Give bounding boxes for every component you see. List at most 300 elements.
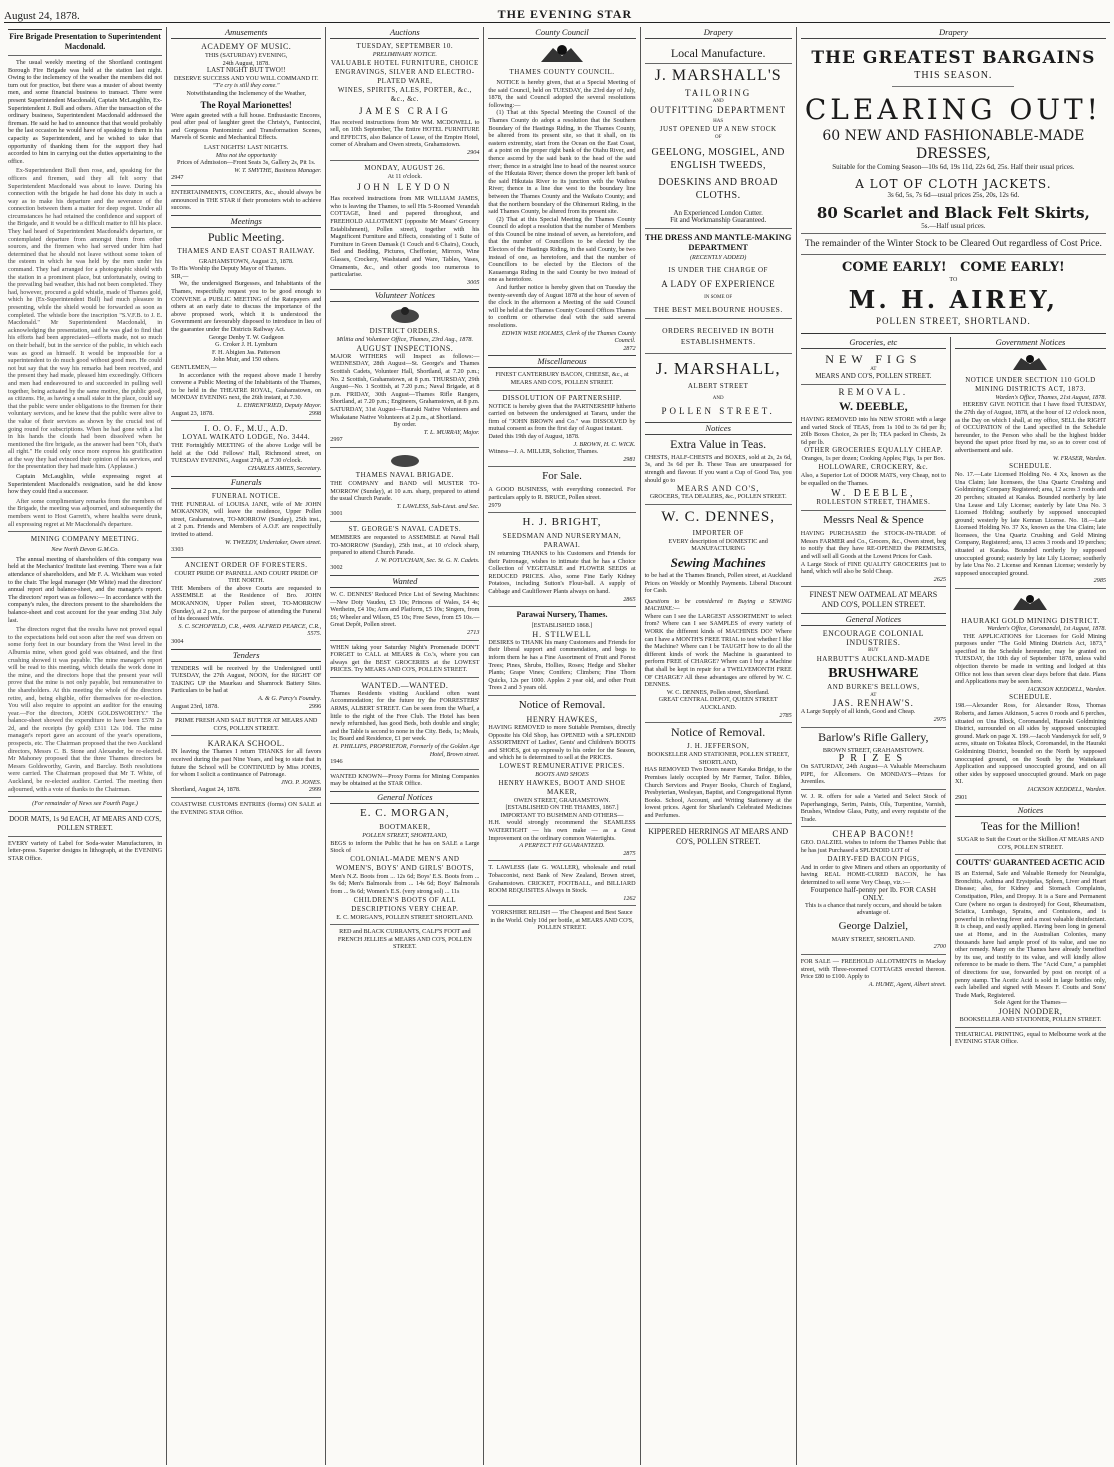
column-news (4, 27, 167, 1465)
deeble-other: OTHER GROCERIES EQUALLY CHEAP. (804, 446, 943, 455)
coutts-heading: COUTTS' GUARANTEED ACETIC ACID (956, 858, 1105, 868)
date-line: Shortland, August 24, 1878. (171, 786, 241, 794)
schedule-heading: SCHEDULE. (1009, 693, 1052, 702)
lodge-heading: LOYAL WAIKATO LODGE, No. 3444. (182, 433, 311, 442)
barlow-address: BROWN STREET, GRAHAMSTOWN. (822, 746, 924, 754)
winter-stock: The remainder of the Winter Stock to be Cleared Out regardless of Cost Price. (804, 239, 1102, 250)
dennes-name: W. C. DENNES, (661, 508, 775, 525)
at-word: AT (870, 366, 877, 372)
section-110-heading: NOTICE UNDER SECTION 110 GOLD MINING DISTRICTS ACT, 1873. (965, 375, 1096, 393)
wanted-known: WANTED KNOWN—Proxy Forms for Mining Companies may be obtained at the STAR Office. (330, 772, 480, 788)
bright-trade: SEEDSMAN AND NURSERYMAN, PARAWAI. (502, 532, 622, 550)
salutation: GENTLEMEN,— (171, 364, 217, 371)
section-header: General Notices (330, 791, 479, 804)
dateline: GRAHAMSTOWN, August 23, 1878. (198, 257, 294, 265)
signature: H. PHILLIPS, PROPRIETOR, Formerly of the Golden Age Hotel, Brown street. (332, 743, 480, 758)
ad-theatrical-printing: THEATRICAL PRINTING, equal to Melbourne work at the EVENING STAR Office. (954, 1030, 1106, 1046)
morgan-name: E. C. MORGAN, (359, 807, 450, 819)
ad-number: 2975 (933, 716, 946, 724)
wanted-text: WHEN taking your Saturday Night's Promenade DON'T FORGET to CALL at MEARS & Co.'s, where you can always get the BEST GROCERIES at the LOWEST PRICES. Try MEARS AND CO'S, POLLEN STREET. (330, 643, 480, 674)
hauraki-text: THE APPLICATIONS for Licenses for Gold Mining purposes under "The Gold Mining Districts Act, 1873," specified in the Schedule hereunder, may be granted on TUESDAY, the 10th day of September 1878, unless valid objection thereto be made in writing and lodged at this Office not less than seven clear days before that date. Plans and Applications may be seen here. (954, 632, 1106, 686)
ad-number: 2872 (623, 344, 636, 352)
academy-line: DESERVE SUCCESS AND YOU WILL COMMAND IT. (173, 74, 319, 82)
charge-line: IS UNDER THE CHARGE OF (668, 265, 768, 274)
ad-number: 2625 (933, 575, 946, 583)
morgan-text: BEGS to inform the Public that he has on SALE a Large Stock of (330, 839, 480, 855)
ad-customs: COASTWISE CUSTOMS ENTRIES (forms) ON SALE at the EVENING STAR Office. (171, 800, 322, 816)
crest-icon (385, 451, 425, 469)
renhaw-text: A Large Supply of all kinds, Good and Cheap. (800, 708, 916, 716)
for-sale-text: FOR SALE — FREEHOLD ALLOTMENTS in Mackay street, with Three-roomed COTTAGES erected thereon. Price £80 to £100. Apply to (800, 957, 946, 981)
melbourne-line: THE BEST MELBOURNE HOUSES. (653, 305, 783, 315)
ad-number: 3005 (467, 278, 480, 286)
deeble-name: W. DEEBLE, (831, 488, 916, 500)
signature: A. HUME, Agent, Albert street. (868, 980, 946, 988)
date-line: August 23, 1878. (171, 409, 214, 417)
deeble-oranges: Oranges, 1s per dozen; Cooking Apples; Figs, 1s per Box. (801, 455, 946, 463)
masthead-title: THE EVENING STAR (497, 7, 633, 21)
article-paragraph: Ex-Superintendent Bull then rose, and, speaking for the officers and firemen, said they all felt sorry that Superintendent Macdonald was about to leave. During his connection with the brigade he had done his duty in such a way as to make his departure and the severance of the connection between them a matter for deep regret. Under all circumstances he had retained the confidence and support of the Brigade, and it would be a difficult matter to fill his place. They had heard of Superintendent Macdonald's departure, or contemplated departure from amongst them from other sources, and the firemen who had served under him had determined that he should not leave without some token of the esteem in which he was held by the men under his command. They had arranged for a photographic shield with the station in a prominent place, but unfortunately, owing to the prevailing bad weather, this had not been completed. They had, however, procured a gold whistle, made of Thames gold, which he (Ex-Superintendent Bull) had much pleasure in presenting, while the shield would be forwarded as soon as completed. The whistle bore the inscription "S.V.F.B. to J. E. Macdonald." Mr Superintendent Macdonald, in acknowledging the presentation, said he was glad to find that his efforts had been appreciated—efforts made, not so much on their behalf, but in the service of the public, in which each was as good as himself. It would be impossible for a superintendent to do much good without good men. He could not but say that the way his remarks had been received, and the present they had made, pleased him exceedingly. Officers and men had endeavoured to and succeeded in pulling well together, being actuated by the same motive, the public good, as citizens. He, as having a small stake in the place, could say that the public were under obligations to the firemen for their voluntary services, and he knew that the public were alive to the value of their services as shown by the crucial test of going round for subscriptions. When he had gone with a list in his hands the clouds had been dissolved when he mentioned the fire brigade, as the answer had been "Oh, that's all right." He could only once more express his gratification at the way they had evinced their opinion of his services, and for the presentation they had made him. (Applause.) (8, 167, 163, 471)
brushware: BRUSHWARE (828, 665, 919, 681)
article-paragraph: The directors regret that the results have not proved equal to the expectations held out soon after the reef was driven on some forty feet in our boundary from the West level in the Alburnia mine, when good gold was obtained, and the first crushing showed it was payable. The mine manager's report will be read to this meeting, which details the work done in the mine, and the directors hope that the present year will prove that the mine is not only payable, but remunerative to the shareholders. At this meeting the whole of the directors retire, and, being eligible, offer themselves for re-election. You will also require to appoint an auditor for the ensuing year.—For the directors, JOHN GOLDSWORTHY." The balance-sheet showed the expenditure to have been £578 2s 2d, and the receipts (by gold) £311 12s 10d. The mine manager's report gave an account of the year's operations, prospects, etc. The Chairman proposed that the two Auckland directors, Messrs C. B. Stone and Alexander, be re-elected. Mr Mahoney proposed that the three Thames directors be Messrs Goldsworthy, Gavin, and Barclay. Both resolutions were carried. The Chairman proposed that Mr T. White, of Auckland, be re-elected auditor. Carried. The meeting then adjourned, with a vote of thanks to the Chairman. (8, 626, 163, 793)
cadets-text: MEMBERS are requested to ASSEMBLE at Naval Hall TO-MORROW (Sunday), 25th inst., at 10 o'clock sharp, prepared to attend Church Parade. (330, 533, 480, 557)
deeble-name: W. DEEBLE, (839, 398, 908, 413)
section-header: Amusements (171, 27, 321, 39)
marshall-opened: JUST OPENED UP A NEW STOCK (659, 125, 777, 134)
columns (4, 27, 1110, 1465)
marionettes-text: Were again greeted with a full house. Enthusiastic Encores, peal after peal of laughter greet the Christy's, Fantoccini, and Gorgeous Pantomimic and Transformation Scenes, Marvels of Scenic and Mechanical Effects. (171, 111, 322, 142)
signature: W. C. DENNES, Pollen street, Shortland. (666, 688, 770, 696)
last-nights: LAST NIGHTS! LAST NIGHTS. (204, 143, 289, 151)
auction-time: At 11 o'clock. (387, 172, 423, 180)
date-line: August 23rd, 1878. (171, 702, 219, 710)
greatest-bargains: THE GREATEST BARGAINS (811, 48, 1096, 68)
dennes-every: EVERY description of DOMESTIC and MANUFACTURING (668, 537, 768, 553)
continued-note: (For remainder of News see Fourth Page.) (32, 800, 138, 808)
public-meeting-title: Public Meeting. (207, 229, 285, 244)
and-word: AND (712, 396, 724, 402)
and-word: AND (712, 99, 724, 104)
signature: JACKSON KEDDELL, Warden. (1027, 785, 1106, 793)
academy-quote: "T'e cry is still they come." (212, 82, 280, 90)
this-season: THIS SEASON. (914, 70, 993, 81)
signature: T. L. MURRAY, Major. (423, 428, 480, 436)
hawkes-name: HENRY HAWKES, (526, 715, 598, 724)
jefferson-trade: BOOKSELLER AND STATIONER, POLLEN STREET, SHORTLAND, (647, 751, 789, 766)
dress-department: THE DRESS AND MANTLE-MAKING DEPARTMENT (644, 231, 792, 252)
harbutt-line: HARBUTT'S AUCKLAND-MADE (816, 654, 930, 663)
marshall-tailoring: TAILORING (685, 88, 752, 98)
jackets-prices: 3s 6d, 5s, 7s 6d—usual prices 25s, 20s, 12s 6d. (887, 191, 1020, 199)
section-header: Funerals (171, 476, 321, 489)
orders-line: ORDERS RECEIVED IN BOTH ESTABLISHMENTS. (662, 326, 775, 347)
ad-number: 3001 (330, 510, 343, 518)
column-amusements (167, 27, 326, 1465)
auctioneer-name: JAMES CRAIG (358, 105, 451, 116)
neal-spence: Messrs Neal & Spence (823, 514, 924, 527)
marshall-fit: Fit and Workmanship Guaranteed. (670, 216, 767, 225)
section-header: Government Notices (955, 337, 1106, 349)
article-paragraph: The usual weekly meeting of the Shortland contingent Borough Fire Brigade was held at the station last night. Owing to the inclemency of the weather the members did not turn out for practice, but there was a muster of about twenty men, and some financial business to transact. There were present Superintendent Macdonald, Captain McLaughlin, Ex-Superintendent J. Bull and others. After the transaction of the ordinary business, Superintendent Macdonald addressed the fireman. He said he had to announce that that would probably be the last occasion he would have of speaking to them in his capacity as Superintendent, and he wished to take that opportunity of thanking them for the support they had accorded to him in carrying out the duties appertaining to the office. (8, 59, 163, 165)
nursery-established: [ESTABLISHED 1868.] (531, 622, 593, 630)
new-figs: NEW FIGS (825, 351, 922, 366)
ad-number: 2904 (467, 148, 480, 156)
ioof-heading: I. O. O. F., M.U., A.D. (204, 424, 288, 434)
signature: JACKSON KEDDELL, Warden. (1027, 685, 1106, 693)
questions-heading: Questions to be considered in Buying a SEWING MACHINE:— (644, 597, 792, 613)
schedule-heading: SCHEDULE. (1009, 462, 1052, 471)
deeble-text: HAVING REMOVED into his NEW STORE with a large and varied Stock of TEAS, from 1s 10d to 3s 6d per lb; 20lb Boxes Choice, 2s per lb; TEA packed in Chests, 2s 6d per lb. (800, 415, 946, 446)
ad-bacon: FINEST CANTERBURY BACON, CHEESE, &c., at MEARS AND CO'S, POLLEN STREET. (495, 371, 629, 386)
cadets-heading: ST. GEORGE'S NAVAL CADETS. (348, 524, 462, 533)
signature: E. C. MORGAN'S, POLLEN STREET SHORTLAND. (336, 913, 474, 921)
signature: W. FRASER, Warden. (1052, 454, 1106, 462)
fourpence: Fourpence half-penny per lb. FOR CASH ONLY. (810, 885, 937, 902)
ad-number: 2985 (1093, 577, 1106, 585)
signature: CHARLES AMIES, Secretary. (247, 464, 322, 472)
article-paragraph: Captain McLaughlin, while expressing regret at Superintendent Macdonald's resignation, said he did know how they could find a successor. (8, 473, 163, 496)
royal-arms-icon (1005, 352, 1055, 374)
marshall-name: J. MARSHALL, (655, 359, 781, 379)
dateline: Warden's Office, Thames, 21st August, 1878. (995, 393, 1106, 401)
ad-number: 2998 (308, 409, 322, 417)
renhaw-name: JAS. RENHAW'S. (832, 698, 914, 709)
morgan-colonial: COLONIAL-MADE MEN'S AND WOMEN'S, BOYS' AND GIRLS' BOOTS, (335, 854, 474, 872)
ad-number: 2700 (933, 943, 946, 951)
coutts-agent: Sole Agent for the Thames— (994, 999, 1067, 1007)
marshall-outfitting: OUTFITTING DEPARTMENT (650, 104, 787, 115)
ad-number: 2713 (467, 628, 480, 636)
bushmen-heading: IMPORTANT TO BUSHMEN AND OTHERS— (500, 811, 624, 819)
auction-prelim: PRELIMINARY NOTICE. (372, 51, 437, 58)
jefferson-name: J. H. JEFFERSON, (687, 742, 750, 751)
deeble-holloware: HOLLOWARE, CROCKERY, &c. (818, 462, 929, 471)
dairy-fed: DAIRY-FED BACON PIGS, (827, 854, 920, 863)
dresses-prices: Suitable for the Coming Season—10s 6d, 19s 11d, 22s 6d, 25s. Half their usual prices. (832, 163, 1075, 171)
signature: W. T. SMYTHE, Business Manager. (234, 166, 322, 174)
academy-title: ACADEMY OF MUSIC. (201, 42, 292, 51)
bellows-line: AND BURKE'S BELLOWS, (827, 682, 920, 691)
of-word: OF (714, 135, 722, 141)
lady-line: A LADY OF EXPERIENCE (661, 278, 776, 289)
ad-yorkshire-relish: YORKSHIRE RELISH — The Cheapest and Best Sauce in the World. Only 10d per bottle, at MEARS AND CO'S, POLLEN STREET. (490, 909, 634, 932)
bright-text: IN returning THANKS to his Customers and Friends for their Patronage, wishes to intimate that he has a Choice Collection of VEGETABLE and FLOWER SEEDS at REDUCED PRICES. Also, some Fine Early Kidney Potatoes, including Sutton's Flour-ball. A supply of Cabbage and Cauliflower Plants always on hand. (488, 550, 636, 596)
ad-number: 2979 (488, 501, 501, 509)
dalziel-text: And in order to give Miners and others an opportunity of having REAL HOME-CURED BACON, he has determined to sell some Very Cheap, viz.:— (800, 863, 946, 886)
court-heading: COURT PRIDE OF PARNELL AND COURT PRIDE OF THE NORTH. (174, 569, 318, 585)
nodder-name: JOHN NODDER, (998, 1006, 1063, 1016)
stilwell-text: DESIRES to THANK his many Customers and Friends for their liberal support and commendation, and begs to inform them he has a Fine Assortment of Fruit and Forest Trees; Pines, Shrubs, Hollies, Roses; Hedge and Shelter Plants; Grape Vines; Conifers; Climbers; Fine Thorn Quicks, 12s per 1000. Apples 2 year old, and other Fruit Trees 2 and 3 years old. (488, 638, 636, 692)
teas-million: Teas for the Million! (980, 819, 1081, 834)
auction-items: VALUABLE HOTEL FURNITURE, CHOICE ENGRAVINGS, SILVER AND ELECTRO-PLATED WARE, (330, 58, 479, 85)
felt-skirts: 80 Scarlet and Black Felt Skirts, (816, 203, 1090, 222)
ad-number: 1946 (330, 758, 343, 766)
morgan-address: POLLEN STREET, SHORTLAND, (362, 832, 448, 839)
section-header: Notices (955, 804, 1106, 817)
marshall-cutter: An Experienced London Cutter. (673, 208, 763, 217)
clearing-out: CLEARING OUT! (804, 93, 1102, 126)
signature: JNO. P. JONES. (280, 778, 322, 786)
ad-number: 2947 (171, 174, 184, 182)
local-manufacture: Local Manufacture. (670, 46, 766, 60)
dennes-text: to be had at the Thames Branch, Pollen street, at Auckland Prices on Weekly or Monthly Payments. Liberal Discount for Cash. (644, 571, 792, 595)
dalziel-address: MARY STREET, SHORTLAND. (831, 935, 916, 943)
encourage-heading: ENCOURAGE COLONIAL INDUSTRIES. (822, 629, 924, 648)
cheap-bacon: CHEAP BACON!! (832, 829, 915, 840)
ad-kippered: KIPPERED HERRINGS AT MEARS AND CO'S, POLLEN STREET. (648, 826, 789, 846)
signatories: George Denby T. W. Gudgeon (208, 333, 284, 341)
signature: T. LAWLESS, Sub-Lieut. and Sec. (396, 502, 480, 510)
mears-name: MEARS AND CO'S, (676, 484, 760, 494)
nursery-heading: Parawai Nursery, Thames. (516, 610, 608, 620)
council-resolution: (1) That at this Special Meeting the Council of the Thames County do adopt a resolution that the Southern Boundary of the Hastings Riding, in the Thames County, be altered from its present site, so that it shall, on its eastern extremity, start from the Ocean on the East Coast, at a point on the proper right bank of the Otahu River, and thence ascend by the said bank to the head of the said river; thence in a straight line to head of the nearest source of the Hikutaia River; thence down the proper left bank of the said Hikutaia River to its junction with the Waihou River; thence in a line due west to the boundary line between the Thames County and the Waikato County; and that the northern boundary of the Ohinemuri Riding, in the said Thames County, be altered from its present site. (488, 109, 636, 216)
masthead-date: August 24, 1878. (4, 10, 80, 22)
section-header: Auctions (330, 27, 479, 39)
morgan-trade: BOOTMAKER, (379, 823, 431, 831)
section-header: Wanted (330, 575, 479, 588)
ad-number: 2875 (623, 849, 636, 857)
district-orders: DISTRICT ORDERS. (369, 327, 441, 336)
inspections-heading: AUGUST INSPECTIONS. (356, 343, 454, 353)
has-word: HAS (713, 118, 724, 124)
chance-line: This is a chance that rarely occurs, and should be taken advantage of. (805, 901, 942, 917)
hawkes-name: HENRY HAWKES, BOOT AND SHOE MAKER, (498, 778, 626, 796)
schedule-text: No. 17.—Late Licensed Holding No. 4 Xx, known as the Una Claim; late licensees, the Una Quartz Crushing and Goldmining Company Registered; area, 12 acres 3 roods and 20 perches; situated at Karaka. Bounded northerly by late Una Lease and Lily License; easterly by late Una No. 3 Licensed Holding; southerly by supposed unoccupied ground; westerly by late Kennan License. No. 18.—Late Licensed Holding No. 37 Xx, known as the Una Claim; late licensees, the Una Quartz Crushing and Gold Mining Company, Registered; area, 13 acres 3 roods and 19 perches; situated at Karaka. Bounded northerly by supposed unoccupied ground; easterly by late Lily License; southerly by late Una No. 2 License and Kennan License; westerly by supposed unoccupied ground. (954, 471, 1107, 577)
for-sale-heading: For Sale. (542, 470, 582, 483)
inspections-text: MAJOR WITHERS will Inspect as follows:— WEDNESDAY, 28th August—St. George's and Thames Scottish Cadets, Volunteer Hall, Shortland, at 7.20 p.m.; No. 2 Scottish, Grahamstown, at 8 p.m. THURSDAY, 29th August—No. 1 Scottish, at 7.20 p.m.; Naval Brigade, at 8 p.m. FRIDAY, 30th August—Thames Rifle Rangers, Shortland, at 7.20 p.m.; Engineers, Grahamstown, at 8 p.m. SATURDAY, 31st August—Hauraki Native Volunteers and Whakatane Native Volunteers at 2 p.m., at Shortland. (330, 352, 480, 421)
warden-text: HEREBY GIVE NOTICE that I have fixed TUESDAY, the 27th day of August, 1878, at the hour of 12 o'clock noon, as the Day on which I shall, at my office, SELL the RIGHT of OCCUPATION of the Land specified in the Schedule hereunder, to the Person who shall be the highest bidder beyond the upset price fixed by me, so as to cover cost of advertisement and sale. (954, 401, 1106, 454)
dalziel-text: GEO. DALZIEL wishes to inform the Thames Public that he has just Purchased a SPLENDID LOT of (800, 839, 946, 854)
mears-figs: MEARS AND CO'S, POLLEN STREET. (815, 372, 932, 381)
council-notice: NOTICE is hereby given, that at a Special Meeting of the said Council, held on TUESDAY, the 23rd day of July, 1878, the said Council adopted the several resolutions following:— (488, 79, 636, 109)
admission-prices: Prices of Admission—Front Seats 3s, Gallery 2s, Pit 1s. (177, 159, 316, 167)
central-depot: GREAT CENTRAL DEPOT, QUEEN STREET AUCKLAND. (658, 696, 778, 711)
article-paragraph: After some complimentary remarks from the members of the Brigade, the meeting was adjourned, and subsequently the members went to Host Garrett's, where healths were drunk, all expressing regret at Mr Macdonald's departure. (8, 497, 163, 528)
section-header: Notices (645, 422, 792, 435)
barlow-gallery: Barlow's Rifle Gallery, (818, 729, 929, 744)
signature: A. & G. Parcy's Foundry. (258, 695, 322, 702)
coat-of-arms-icon (535, 42, 589, 66)
dissolution-text: NOTICE is hereby given that the PARTNERSHIP hitherto carried on between the undersigned at Tararu, under the firm of "JOHN BROWN and Co." was DISSOLVED by mutual consent as from the first day of August instant. (488, 402, 636, 433)
academy-line: 24th August, 1878. (222, 59, 270, 67)
fit-guaranteed: A PERFECT FIT GUARANTEED. (519, 842, 605, 850)
cloth-jackets: A LOT OF CLOTH JACKETS. (855, 177, 1052, 191)
insome-line: IN SOME OF (704, 294, 733, 300)
marshall-albert: ALBERT STREET (687, 382, 749, 391)
ad-number: 2865 (623, 595, 636, 603)
prizes: PRIZES (838, 753, 909, 765)
nodder-address: BOOKSELLER AND STATIONER, POLLEN STREET. (959, 1015, 1102, 1023)
column-drapery-marshall (641, 27, 797, 1465)
academy-line: LAST NIGHT BUT TWO!! (206, 66, 286, 75)
hauraki-heading: HAURAKI GOLD MINING DISTRICT. (961, 616, 1100, 626)
signature: J. BROWN, H. C. WICK. (573, 440, 636, 448)
mears-trade: GROCERS, TEA DEALERS, &c., POLLEN STREET. (649, 493, 787, 501)
dateline: Warden's Office, Coromandel, 1st August, 1878. (987, 625, 1106, 633)
ad-number: 2997 (330, 436, 343, 444)
hawkes-boots: BOOTS AND SHOES (535, 770, 589, 778)
hawkes-text: HAVING REMOVED to more Suitable Premises, directly Opposite his Old Shop, has OPENED with a SPLENDID ASSORTMENT of Ladies', Gents' and Children's BOOTS and SHOES, got up expressly to his order for the Season, and which he is determined to sell at the PRICES. (488, 724, 636, 762)
auction-date: MONDAY, AUGUST 26. (364, 163, 446, 172)
ad-currants: RED and BLACK CURRANTS, CALF'S FOOT and FRENCH JELLIES at MEARS AND CO'S, POLLEN STREET. (337, 928, 472, 951)
ad-number: 2981 (623, 455, 636, 463)
column-auctions (326, 27, 484, 1465)
ad-number: 1262 (623, 894, 636, 902)
wanted-heading: WANTED.—WANTED. (361, 680, 449, 690)
ad-number: 3002 (330, 564, 343, 572)
section-header: Meetings (171, 215, 321, 228)
signatories: F. H. Abigien Jas. Patterson (211, 348, 281, 356)
stilwell-name: H. STILWELL (532, 629, 592, 639)
column-drapery-airey (797, 27, 1110, 1465)
marshall-pollen: POLLEN STREET. (661, 405, 775, 416)
mining-subheading: New North Devon G.M.Co. (51, 546, 119, 554)
jefferson-text: HAS REMOVED Two Doors nearer Karaka Bridge, to the Premises lately occupied by Mr Farmer, Tailor. Bibles, Church Services and Prayer Books, Church of England, Presbyterian, Wesleyan, Baptist, and Congregational Hymn Books. School, Account, and Writing Stationery at the lowest prices. Agent for Sharland's Celebrated Medicines and Perfumes. (644, 766, 792, 819)
dateline: Militia and Volunteer Office, Thames, 23rd Aug., 1878. (336, 336, 474, 344)
council-further: And further notice is hereby given that on Tuesday the twenty-seventh day of August 1878 at the hour of seven of the clock in the afternoon a Meeting of the said Council will be held at the Thames County Council Offices Thames to confirm or otherwise deal with the said several resolutions. (488, 284, 636, 329)
sewing-machines: Sewing Machines (670, 554, 766, 570)
section-header: General Notices (801, 613, 946, 626)
questions-text: Where can I see the LARGEST ASSORTMENT to select from? Where can I see SAMPLES of every variety of WORK the different kinds of MACHINES DO? Where can I have a MONTH'S FREE TRIAL to test whether I like the Machine? Where can I be TAUGHT how to do all the different kinds of work the Machine is guaranteed to perform FREE of CHARGE? Where can I buy a Machine that shall be kept in repair for a TWELVEMONTH FREE OF CHARGE? All these advantages are offered by W. C. DENNES. (644, 612, 792, 689)
coutts-text: IS an External, Safe and Valuable Remedy for Neuralgia, Bronchitis, Asthma and Erysipelas, Spleen, Liver and Heart Disease; also, for Kidney and Stomach Complaints, Constipation, Piles, and Dropsy. It is a Sure and Permanent Cure (where no organ is destroyed) for Gout, Rheumatism, Sciatica, Lumbago, Sprains, and Contusions, and is powerful in relieving fever and a most valuable disinfectant. It is cheap, and easily applied. Having been long in general use at Home, and in the Australian Colonies, many thousands have had ample proof of its value, and use no other remedy. Many on the Thames have already benefited by its use, and testify to its value, and will kindly allow reference to be made to them. The "Acid Cure," a pamphlet of directions for use, forwarded by post on receipt of a penny stamp. The Acetic Acid is sold in large bottles only, each labelled and signed with Messrs F. Coutts and Sons' Trade Mark, Registered. (954, 870, 1106, 999)
section-header: Groceries, etc (801, 337, 946, 349)
airey-address: POLLEN STREET, SHORTLAND. (875, 315, 1031, 326)
masthead (4, 2, 1110, 23)
ad-tobacconist: T. LAWLESS (late G. WALLER), wholesale and retail Tobacconist, next Bank of New Zealand, Brown street, Grahamstown. CRICKET, FOOTBALL, and BILLIARD ROOM REQUISITES Always in Stock. (488, 864, 636, 895)
deeble-address: ROLLESTON STREET, THAMES. (816, 498, 931, 507)
section-header: Volunteer Notices (330, 289, 479, 302)
ad-labels: EVERY variety of Label for Soda-water Manufacturers, in letter-press. Superior designs in lithograph, at the EVENING STAR Office. (8, 839, 163, 862)
neal-text: HAVING PURCHASED the STOCK-IN-TRADE of Messrs FARMER and Co., Grocers, &c., Owen street, beg to notify that they have RE-OPENED the PREMISES, and will sell all Goods at the Lowest Prices for Cash. (800, 530, 946, 560)
subcolumn-government (951, 337, 1106, 1046)
signature: J. W. POTUCHAIN, Sec. St. G. N. Cadets. (374, 556, 480, 564)
article-paragraph: The annual meeting of shareholders of this company was held at the Mechanics' Institute last evening. There was a fair attendance of shareholders, and Mr F. A. Wickham was voted to the chair. The legal manager (Mr White) read the directors' annual report and balance-sheet, and the manager's report. The directors' report was as follows:— In accordance with the company's rules, the directors present to the shareholders the balance-sheet and cost account for the year ending 31st July last. (8, 555, 163, 624)
royal-arms-icon (1005, 592, 1055, 614)
foresters-heading: ANCIENT ORDER OF FORESTERS. (184, 560, 308, 569)
signatories: John Muir, and 150 others. (212, 356, 280, 364)
section-header: County Council (488, 27, 635, 39)
to-word: TO (949, 277, 958, 284)
dissolution-heading: DISSOLUTION OF PARTNERSHIP. (502, 393, 622, 402)
ad-number: 2901 (954, 793, 968, 801)
salutation: SIR,— (171, 272, 189, 280)
airey-name: M. H. AIREY, (848, 284, 1058, 314)
wanted-text: Thames Residents visiting Auckland often want Accommodation; for the future try the FORRESTERS' ARMS, ALBERT STREET. Can be seen from the Wharf, a little to the right of the Free Club. The Hotel has been newly refurnished, has good Beds, both double and single; and the Table is second to none in the City. Beds, 1s; Meals, 1s; Board and Residence, £1 per week. (330, 689, 480, 743)
ad-number: 2785 (779, 711, 792, 719)
naval-heading: THAMES NAVAL BRIGADE. (355, 471, 454, 479)
subcolumn-groceries (801, 337, 951, 1046)
auction-text: Has received instructions from Mr WM. MCDOWELL to sell, on 10th September, The Entire HOTEL FURNITURE and EFFECTS, also Balance of Lease, of the Empire Hotel, corner of Abraham and Owen streets, Grahamstown. (330, 118, 480, 149)
karaka-text: IN leaving the Thames I return THANKS for all favors received during the past Nine Years, and beg to state that in future the School will be CONTINUED by Miss JONES, for whom I solicit a continuance of Patronage. (171, 748, 322, 779)
morgan-children: CHILDREN'S BOOTS OF ALL DESCRIPTIONS VERY CHEAP. (351, 895, 459, 913)
court-text: THE Members of the above Courts are requested to ASSEMBLE at the Residence of Bro. JOHN MOKANNON, Upper Pollen street, TO-MORROW (Sunday), at 2 p.m., for the purpose of attending the Funeral of his deceased Wife. (171, 584, 322, 623)
funeral-text: THE FUNERAL of LOUISA JANE, wife of Mr JOHN MOKANNON, will leave the residence, Upper Pollen street, Grahamstown, TO-MORROW (Sunday), 25th inst., at 2 p.m. Friends and Members of A.O.F. are respectfully invited to attend. (171, 500, 322, 538)
council-resolution: (2) That at this Special Meeting the Thames County Council do adopt a resolution that the number of Members of this Council be nine instead of seven, as heretofore, and that the number of Councillors to be elected by the Electors of the Hastings Riding, in the said County, be two instead of one, as heretofore, and that the number of Councillors to be elected by the Electors of the Kauaeranga Riding in the said County be two instead of one as heretofore. (488, 215, 636, 284)
article-headline: Fire Brigade Presentation to Superintendent Macdonald. (8, 29, 162, 52)
dalziel-name: George Dalziel, (838, 919, 909, 932)
dennes-importer: IMPORTER OF (692, 528, 744, 537)
auctioneer-name: JOHN LEYDON (357, 182, 453, 193)
by-order: By order. (393, 421, 417, 429)
bushmen-text: H.H. would strongly recommend the SEAMLESS WATERTIGHT — his own make — as a Great Improvement on the ordinary common Watertights. (488, 819, 636, 842)
section-header: Tenders (171, 649, 321, 662)
petition-text: We, the undersigned Burgesses, and Inhabitants of the Thames, respectfully request you to be good enough to CONVENE a PUBLIC MEETING of the Ratepayers and others at an early date to discuss the importance of the above proposed work, which it is understood the Government are favourably disposed to introduce in lieu of the guarantee under the Districts Railway Act. (171, 280, 322, 334)
ad-number: 2999 (308, 786, 322, 794)
removal-heading: REMOVAL. (838, 386, 909, 397)
buy-word: BUY (868, 648, 879, 654)
lodge-text: THE Fortnightly MEETING of the above Lodge will be held at the Odd Fellows' Hall, Richmond street, on TUESDAY EVENING, August 27th, at 7.30 o'clock. (171, 442, 322, 465)
naval-text: THE COMPANY and BAND will MUSTER TO-MORROW (Sunday), at 10 a.m. sharp, prepared to attend the usual Church Parade. (330, 480, 480, 503)
hawkes-prices: LOWEST REMUNERATIVE PRICES. (499, 761, 625, 770)
signature: S. C. SCHOFIELD, C.R., 4409. ALFRED PEARCE, C.R., 5575. (178, 622, 322, 638)
boots-price-list: Men's N.Z. Boots from ... 12s 6d; Boys' E.S. Boots from ... 9s 6d; Men's Balmorals from ... 14s 6d; Boys' Balmorals from ... 9s 6d; Women's E.S. (very strong sol) ... 11s (330, 872, 480, 895)
signature: W. TWEEDY, Undertaker, Owen street. (225, 538, 322, 546)
signature: EDWIN WISE HOLMES, Clerk of the Thames County Council. (501, 329, 636, 345)
wanted-text: W. C. DENNES' Reduced Price List of Sewing Machines:—New Doty Vaudeu, £3 10s; Princess of Wales, £4 4s; Wertheim, £4 10s; Arm and Platform, £5 10s; Singers, from £6; Wheeler and Wilson, £5 10s; Free Sews, from £5 10s.—Great Depôt, Pollen street. (330, 590, 480, 629)
ad-door-mats: DOOR MATS, 1s 9d EACH, AT MEARS AND CO'S, POLLEN STREET. (9, 814, 161, 832)
date-line: Dated this 19th day of August, 1878. (488, 432, 580, 440)
hawkes-established: [ESTABLISHED ON THE THAMES, 1867.] (505, 804, 619, 812)
column-county-council (484, 27, 640, 1465)
funeral-heading: FUNERAL NOTICE. (211, 491, 281, 500)
crest-icon (385, 305, 425, 325)
ad-sugar: SUGAR to Suit the Court or the Skillion AT MEARS AND CO'S, POLLEN STREET. (957, 836, 1104, 851)
convene-text: In accordance with the request above made I hereby convene a Public Meeting of the Inhabitants of the Thames, to be held in the THEATRE ROYAL, Grahamstown, on MONDAY EVENING next, the 26th instant, at 7.30. (171, 371, 322, 402)
ad-number: 2996 (308, 702, 322, 710)
removal-heading: Notice of Removal. (671, 725, 766, 740)
academy-line: THIS (SATURDAY) EVENING, (204, 52, 288, 59)
ad-oatmeal: FINEST NEW OATMEAL AT MEARS AND CO'S, POLLEN STREET. (809, 590, 938, 610)
at-word: AT (870, 692, 877, 698)
ws-text: W. J. R. offers for sale a Varied and Select Stock of Paperhangings, Serim, Paints, Oils, Turpentine, Varnish, Brushes, Window Glass, Putty, and every requisite of the Trade. (800, 793, 946, 823)
section-header: Drapery (645, 27, 792, 39)
deeble-mats: Also, a Superior Lot of DOOR MATS, very Cheap, not to be equalled on the Thames. (800, 471, 946, 487)
for-sale-text: A GOOD BUSINESS, with everything connected. For particulars apply to R. BRUCE, Pollen street. (488, 486, 636, 501)
miss-line: Miss not the opportunity (215, 151, 277, 159)
skirts-price: 5s.—Half usual prices. (921, 221, 986, 230)
neal-stock: A Large Stock of FINE QUALITY GROCERIES just to hand, which will also be Sold Cheap. (800, 560, 946, 576)
removal-heading: Notice of Removal. (518, 699, 606, 711)
ad-number: 3004 (171, 638, 184, 646)
come-early: COME EARLY! COME EARLY! (841, 260, 1065, 276)
marshall-tweeds: GEELONG, MOSGIEL, AND ENGLISH TWEEDS, (651, 146, 785, 171)
prizes-text: On SATURDAY, 24th August—A Valuable Meerschaum PIPE, for Allcomers. On MONDAYS—Prizes for Juveniles. (800, 763, 946, 786)
auction-text: Has received instructions from MR WILLIAM JAMES, who is leaving the Thames, to sell His 5-Roomed Verandah COTTAGE, lined and papered throughout, and FREEHOLD ALLOTMENT (opposite Mr Mears' Grocery Establishment), Pollen street), together with his Magnificent Furniture and Effects, consisting of 1 Suite of Furniture in Green Damask (1 Couch and 6 Chairs), Couch, Bed and Bedding, Pictures, Cheffonier, Mirrors, Wine Glasses, Crockery, Washstand and Ware, Tables, Vases, Ornaments, &c., and other goods too numerous to particularise. (330, 195, 480, 279)
address-line: To His Worship the Deputy Mayor of Thames. (171, 265, 287, 273)
schedule-text: 198.—Alexander Ross, for Alexander Ross, Thomas Roberts, and James Atkinson, 5 acres 0 roods and 6 perches, situated on Una Block, Coromandel, Hauraki Goldmining District, surrounded on all sides by supposed unoccupied ground. Mark on page X. 199.—Jacob Vandersyck for self, 9 acres, situate on Tokatea Block, Coromandel, in the Hauraki Goldmining District, bounded on the North by supposed unoccupied ground, on the South by the Waitekauri Application and supposed unoccupied ground, and on all other sides by supposed unoccupied ground. Mark on page XI. (954, 702, 1106, 786)
tender-text: TENDERS will be received by the Undersigned until TUESDAY, the 27th August, NOON, for the RIGHT OF TAKING UP the Maurkau and Shamrock Battery Sites. Particulars to be had at (171, 664, 322, 695)
railway-heading: THAMES AND EAST COAST RAILWAY. (177, 246, 316, 255)
ad-number: 3303 (171, 546, 184, 554)
hawkes-address: OWEN STREET, GRAHAMSTOWN. (513, 796, 611, 804)
recently-added: (RECENTLY ADDED) (690, 253, 747, 261)
marshall-name: J. MARSHALL'S (654, 67, 782, 84)
section-header: Drapery (801, 27, 1106, 39)
teas-text: CHESTS, HALF-CHESTS and BOXES, sold at 2s, 2s 6d, 3s, and 3s 6d per lb. These Teas are unsurpassed for strength and flavour. If you want a Cup of Good Tea, you should go to (644, 453, 792, 484)
section-header: Miscellaneous (488, 355, 635, 368)
karaka-heading: KARAKA SCHOOL. (207, 739, 285, 749)
mining-heading: MINING COMPANY MEETING. (30, 535, 140, 544)
marionettes-title: The Royal Marionettes! (200, 99, 292, 110)
witness-line: Witness—J. A. MILLER, Solicitor, Thames. (488, 448, 599, 456)
signatories: G. Croker J. H. Lymburn (215, 341, 278, 349)
dresses-offer: 60 NEW AND FASHIONABLE-MADE DRESSES, (822, 128, 1085, 162)
bright-name: H. J. BRIGHT, (522, 516, 602, 529)
signature: L. EHRENFRIED, Deputy Mayor. (237, 401, 322, 409)
auction-items: WINES, SPIRITS, ALES, PORTER, &c., &c., &c. (337, 85, 472, 103)
academy-line: Notwithstanding the Inclemency of the Weather, (186, 89, 307, 97)
marshall-doeskins: DOESKINS AND BROAD CLOTHS. (658, 176, 778, 201)
